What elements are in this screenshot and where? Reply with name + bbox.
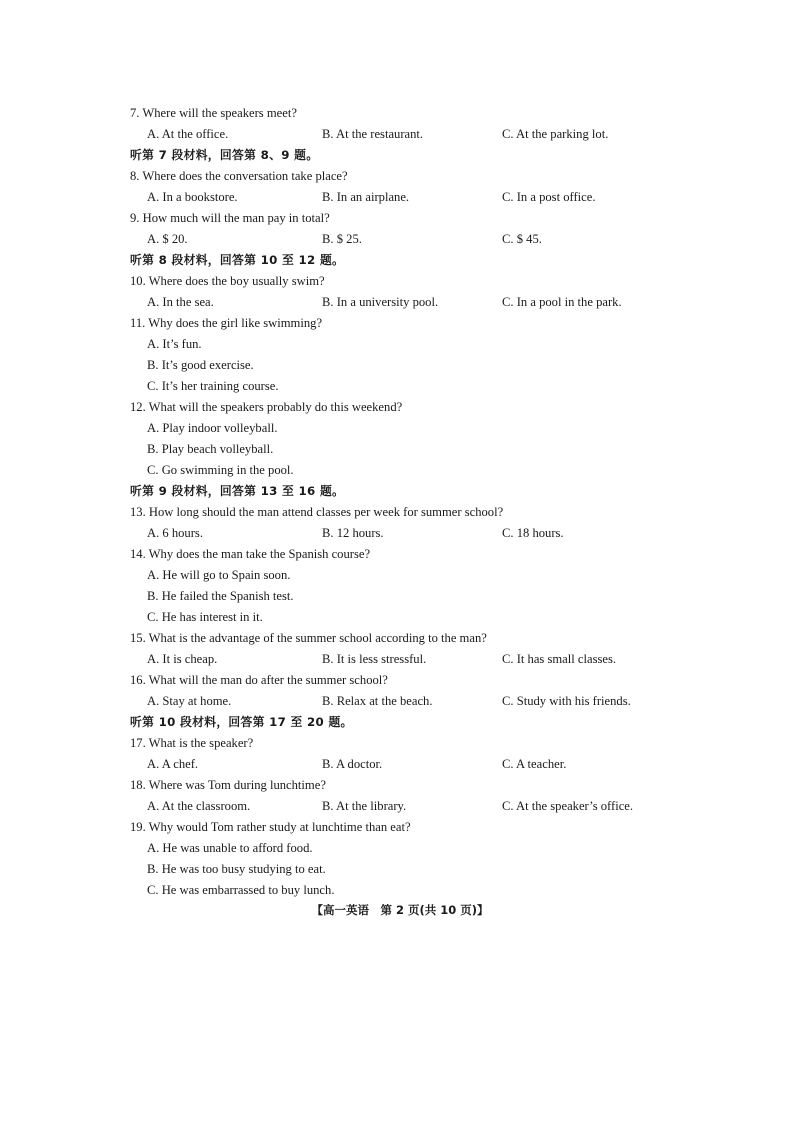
answer-option: B. At the library. [322, 799, 407, 813]
answer-option: B. He failed the Spanish test. [147, 589, 294, 603]
question-list [130, 103, 670, 901]
answer-option: C. Study with his friends. [502, 694, 631, 708]
answer-option: B. 12 hours. [322, 526, 384, 540]
question-text: 19. Why would Tom rather study at lunchtime than eat? [130, 820, 411, 834]
answer-option: A. At the office. [147, 127, 229, 141]
answer-option: A. 6 hours. [147, 526, 203, 540]
option-row [130, 229, 670, 250]
answer-option: A. It is cheap. [147, 652, 218, 666]
answer-option: A. At the classroom. [147, 799, 251, 813]
answer-option: C. He has interest in it. [147, 610, 263, 624]
option-row [130, 292, 670, 313]
section-instruction: 听第 9 段材料，回答第 13 至 16 题。 [130, 484, 345, 498]
answer-option: A. A chef. [147, 757, 199, 771]
answer-option: C. At the speaker’s office. [502, 799, 634, 813]
answer-option: B. At the restaurant. [322, 127, 424, 141]
question-text: 17. What is the speaker? [130, 736, 254, 750]
answer-option: B. It is less stressful. [322, 652, 427, 666]
question-text: 15. What is the advantage of the summer school according to the man? [130, 631, 487, 645]
answer-option: C. He was embarrassed to buy lunch. [147, 883, 335, 897]
option-row [130, 124, 670, 145]
question-text: 9. How much will the man pay in total? [130, 211, 330, 225]
answer-option: B. $ 25. [322, 232, 362, 246]
answer-option: C. 18 hours. [502, 526, 564, 540]
answer-option: C. $ 45. [502, 232, 542, 246]
answer-option: B. In an airplane. [322, 190, 410, 204]
section-instruction: 听第 8 段材料，回答第 10 至 12 题。 [130, 253, 345, 267]
answer-option: A. He will go to Spain soon. [147, 568, 291, 582]
answer-option: A. $ 20. [147, 232, 188, 246]
section-instruction: 听第 7 段材料，回答第 8、9 题。 [130, 148, 319, 162]
section-instruction: 听第 10 段材料，回答第 17 至 20 题。 [130, 715, 353, 729]
answer-option: A. In a bookstore. [147, 190, 238, 204]
answer-option: C. It has small classes. [502, 652, 617, 666]
question-text: 14. Why does the man take the Spanish course? [130, 547, 371, 561]
option-row [130, 187, 670, 208]
question-text: 12. What will the speakers probably do this weekend? [130, 400, 403, 414]
answer-option: A. In the sea. [147, 295, 214, 309]
question-text: 7. Where will the speakers meet? [130, 106, 297, 120]
option-row [130, 691, 670, 712]
question-text: 16. What will the man do after the summer school? [130, 673, 388, 687]
answer-option: C. In a post office. [502, 190, 596, 204]
answer-option: A. Play indoor volleyball. [147, 421, 278, 435]
option-row [130, 523, 670, 544]
answer-option: C. In a pool in the park. [502, 295, 622, 309]
question-text: 8. Where does the conversation take place? [130, 169, 348, 183]
option-row [130, 649, 670, 670]
answer-option: A. It’s fun. [147, 337, 202, 351]
answer-option: B. A doctor. [322, 757, 383, 771]
page-footer: 【高一英语 第 2 页(共 10 页)】 [311, 903, 489, 917]
answer-option: B. In a university pool. [322, 295, 439, 309]
answer-option: C. At the parking lot. [502, 127, 609, 141]
option-row [130, 796, 670, 817]
option-row [130, 754, 670, 775]
answer-option: C. It’s her training course. [147, 379, 279, 393]
answer-option: B. Play beach volleyball. [147, 442, 274, 456]
question-text: 18. Where was Tom during lunchtime? [130, 778, 326, 792]
question-text: 13. How long should the man attend classes per week for summer school? [130, 505, 504, 519]
answer-option: B. Relax at the beach. [322, 694, 433, 708]
answer-option: B. He was too busy studying to eat. [147, 862, 326, 876]
answer-option: C. A teacher. [502, 757, 567, 771]
question-text: 10. Where does the boy usually swim? [130, 274, 325, 288]
answer-option: A. Stay at home. [147, 694, 232, 708]
answer-option: B. It’s good exercise. [147, 358, 254, 372]
answer-option: C. Go swimming in the pool. [147, 463, 294, 477]
answer-option: A. He was unable to afford food. [147, 841, 313, 855]
question-text: 11. Why does the girl like swimming? [130, 316, 323, 330]
